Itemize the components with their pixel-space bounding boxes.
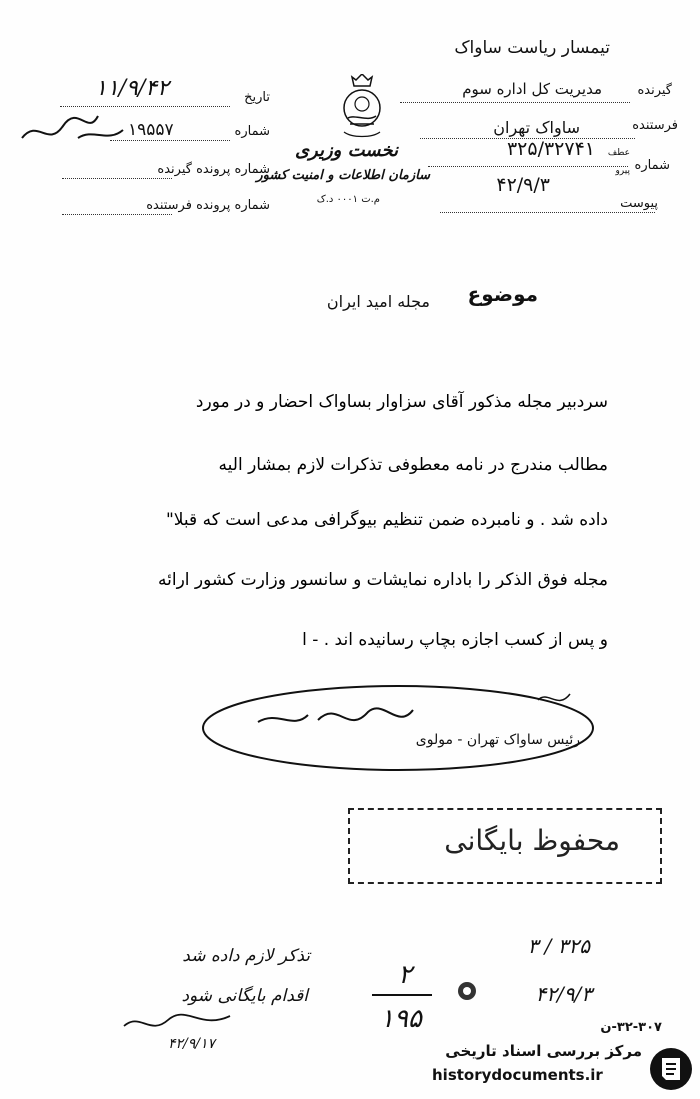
emblem-line-1: نخست وزیری [294, 140, 398, 161]
body-line-5: و پس از کسب اجازه بچاپ رسانیده اند . - ا [302, 630, 608, 650]
watermark-logo-icon [648, 1046, 694, 1092]
sender-file-line [62, 214, 172, 215]
attachment-label: پیوست [620, 196, 658, 211]
note-right-line-1: ۳۲۵ / ۳ [527, 934, 590, 958]
fraction-top: ۲ [398, 960, 412, 990]
subject-value: مجله امید ایران [326, 292, 430, 311]
date-label: تاریخ [244, 90, 270, 105]
body-line-4: مجله فوق الذکر را باداره نمایشات و سانسور وزارت کشور ارائه [158, 570, 608, 590]
left-number-value: ۱۹۵۵۷ [128, 120, 174, 140]
recipient-line [400, 102, 630, 103]
note-left-date: ۴۲/۹/۱۷ [168, 1036, 216, 1052]
body-line-3: داده شد . و نامبرده ضمن تنظیم بیوگرافی مدعی است که قبلا" [165, 510, 608, 530]
number-line [428, 166, 628, 167]
fraction-bottom: ۱۹۵ [380, 1004, 422, 1034]
note-left-line-1: تذکر لازم داده شد [182, 946, 310, 966]
left-number-line [110, 140, 230, 141]
date-line [60, 106, 230, 107]
body-line-1: سردبیر مجله مذکور آقای سزاوار بساواک احضار و در مورد [195, 392, 608, 412]
initials-scribble [18, 108, 128, 158]
sender-label: فرستنده [632, 118, 678, 133]
header-title: تیمسار ریاست ساواک [454, 38, 610, 58]
number-sublabel-2: پیرو [615, 166, 630, 176]
subject-label: موضوع [467, 282, 538, 306]
small-stamp-icon [456, 980, 478, 1002]
signature-title: رئیس ساواک تهران - مولوی [415, 732, 580, 748]
date-value: ۱۱/۹/۴۲ [95, 76, 169, 101]
number-value: ۳۲۵/۳۲۷۴۱ [506, 138, 595, 160]
sender-file-label: شماره پرونده فرستنده [146, 198, 270, 213]
note-left-line-2: اقدام بایگانی شود [181, 986, 308, 1006]
emblem-lion-sun-icon [338, 74, 386, 146]
note-right-line-2: ۴۲/۹/۳ [535, 982, 592, 1006]
emblem-code: م.ت ۰۰۰۱ د.ک [316, 194, 380, 205]
archive-stamp-text: محفوظ بایگانی [444, 824, 620, 857]
sender-value: ساواک تهران [493, 118, 580, 137]
emblem-line-2: سازمان اطلاعات و امنیت کشور [256, 168, 430, 183]
watermark-site-name: مرکز بررسی اسناد تاریخی [445, 1042, 642, 1060]
recipient-value: مدیریت کل اداره سوم [462, 80, 602, 98]
footer-reference: ۳۲-۳۰۷-ن [600, 1020, 662, 1035]
body-line-2: مطالب مندرج در نامه معطوفی تذکرات لازم بمشار الیه [218, 455, 608, 475]
receiver-file-label: شماره پرونده گیرنده [157, 162, 270, 177]
recipient-label: گیرنده [637, 83, 672, 98]
note-signature-scribble [120, 1008, 240, 1038]
attachment-line [440, 212, 655, 213]
signature-oval [198, 680, 598, 776]
number-label: شماره [634, 158, 670, 173]
receiver-file-line [62, 178, 172, 179]
watermark [420, 1040, 700, 1099]
number-sublabel-1: عطف [607, 148, 630, 158]
fraction-bar [372, 994, 432, 996]
watermark-site-url: historydocuments.ir [432, 1066, 603, 1084]
attachment-value: ۴۲/۹/۳ [496, 174, 550, 196]
left-number-label: شماره [234, 124, 270, 139]
